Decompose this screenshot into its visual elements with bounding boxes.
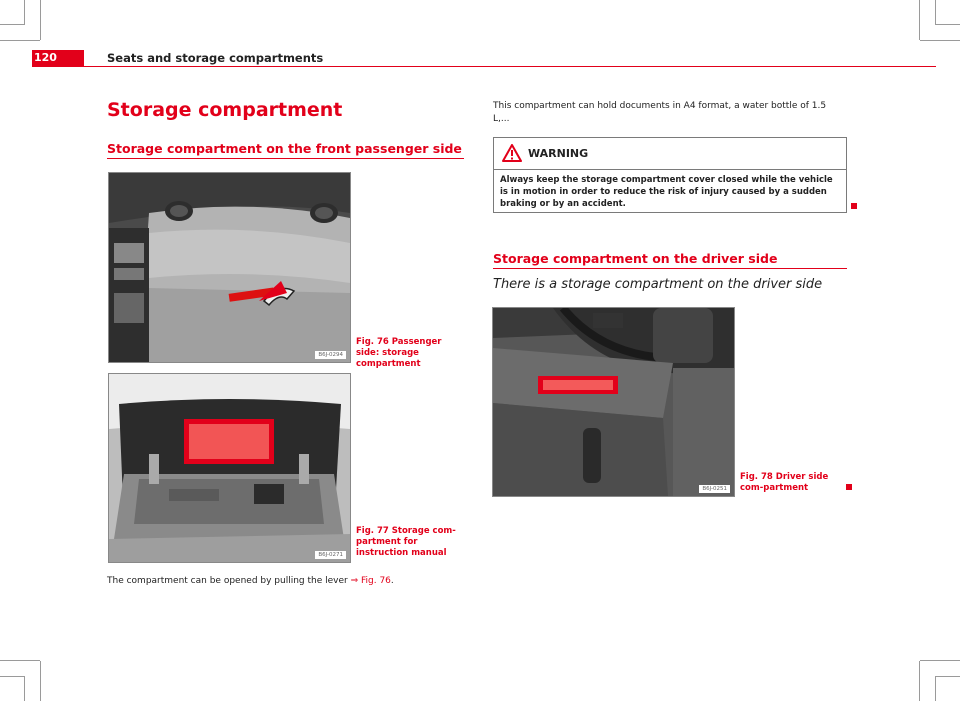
driver-side-subtitle: There is a storage compartment on the driver side: [493, 277, 823, 292]
warning-header: [494, 138, 846, 170]
page-heading: Storage compartment: [107, 99, 343, 121]
crop-mark: [24, 676, 25, 701]
body-text-end: .: [390, 576, 394, 586]
section-end-mark: [846, 484, 852, 490]
figure-id-code: B6J-0251: [699, 485, 730, 493]
crop-mark: [935, 676, 960, 677]
body-paragraph: [107, 575, 394, 588]
crop-mark: [920, 660, 960, 661]
crop-mark: [0, 24, 25, 25]
figure-caption: Fig. 78 Driver side com-partment: [740, 472, 829, 493]
crop-mark: [935, 0, 936, 25]
figure-caption: Fig. 77 Storage com-partment for instruction manual: [356, 526, 456, 558]
header-rule: [32, 66, 936, 67]
crop-mark: [920, 40, 960, 41]
heading-rule: [493, 268, 847, 269]
crop-mark: [919, 0, 920, 40]
warning-title: WARNING: [528, 147, 589, 160]
crop-mark: [40, 661, 41, 701]
crop-mark: [935, 24, 960, 25]
crop-mark: [919, 661, 920, 701]
figure-driver-compartment: [492, 307, 735, 497]
warning-text: Always keep the storage compartment cover closed while the vehicle is in motion in order to reduce the risk of injury caused by a sudden braking or by an accident.: [500, 175, 833, 209]
figure-storage-compartment: [108, 373, 351, 563]
passenger-side-heading: Storage compartment on the front passenger side: [107, 141, 462, 156]
crop-mark: [24, 0, 25, 25]
section-title: Seats and storage compartments: [107, 51, 324, 65]
figure-id-code: B6J-0271: [315, 551, 346, 559]
crop-mark: [0, 676, 25, 677]
figure-id-code: B6J-0294: [315, 351, 346, 359]
figure-caption: Fig. 76 Passenger side: storage compartment: [356, 337, 442, 369]
section-end-mark: [851, 203, 857, 209]
page-number: 120: [32, 50, 84, 66]
heading-rule: [107, 158, 464, 159]
figure-reference-link[interactable]: ⇒ Fig. 76: [350, 576, 391, 586]
warning-box: [493, 137, 847, 213]
crop-mark: [40, 0, 41, 40]
crop-mark: [0, 660, 40, 661]
warning-triangle-icon: [502, 144, 522, 162]
crop-mark: [935, 676, 936, 701]
figure-passenger-dashboard: [108, 172, 351, 363]
crop-mark: [0, 40, 40, 41]
body-text: The compartment can be opened by pulling the lever: [107, 576, 348, 586]
driver-side-heading: Storage compartment on the driver side: [493, 251, 778, 266]
intro-paragraph: This compartment can hold documents in A4 format, a water bottle of 1.5 L,...: [493, 101, 827, 124]
